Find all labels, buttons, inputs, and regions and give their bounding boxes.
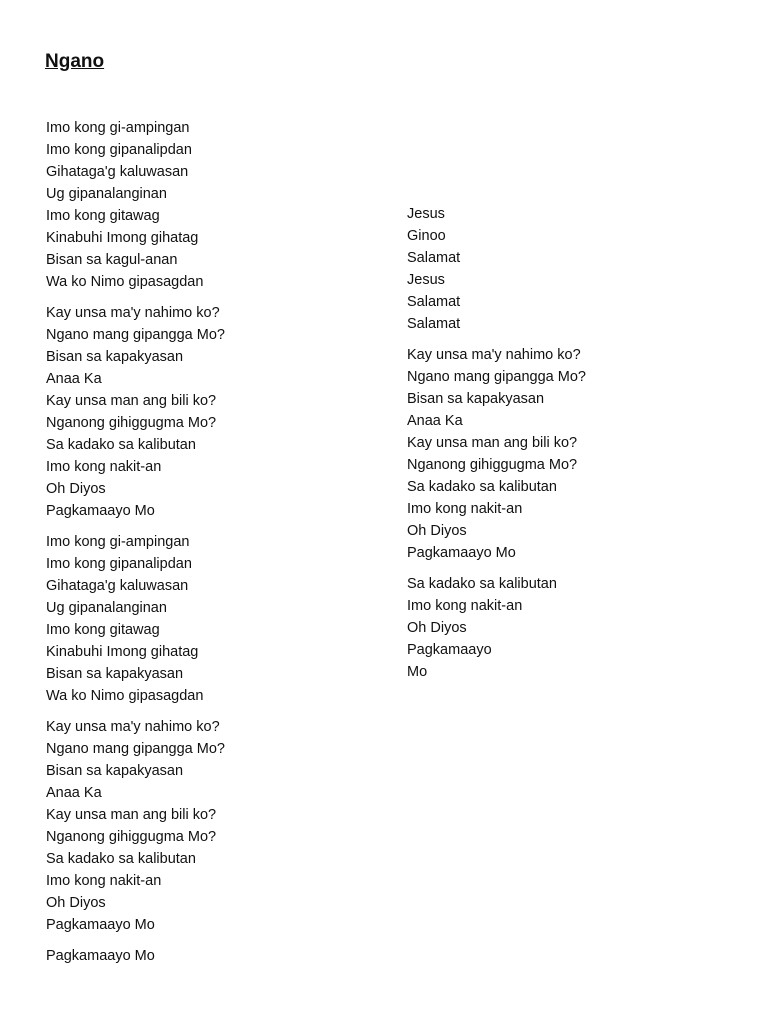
lyric-line: Bisan sa kapakyasan xyxy=(407,391,545,407)
lyric-line: Pagkamaayo Mo xyxy=(407,545,516,561)
lyrics-stanza xyxy=(46,716,376,936)
lyric-line: Imo kong gi-ampingan xyxy=(46,534,190,550)
lyric-line: Ug gipanalanginan xyxy=(46,600,167,616)
lyric-line: Imo kong nakit-an xyxy=(46,873,162,889)
lyric-line: Bisan sa kapakyasan xyxy=(46,349,184,365)
lyric-line: Imo kong gipanalipdan xyxy=(46,142,192,158)
lyric-line: Ngano mang gipangga Mo? xyxy=(46,741,225,757)
lyric-line: Anaa Ka xyxy=(46,785,102,801)
lyric-line: Imo kong gi-ampingan xyxy=(46,120,190,136)
lyrics-stanza xyxy=(46,945,376,967)
lyrics-column-right xyxy=(407,203,737,692)
lyric-line: Jesus xyxy=(407,272,445,288)
lyric-line: Jesus xyxy=(407,206,445,222)
lyric-line: Kay unsa ma'y nahimo ko? xyxy=(46,719,220,735)
lyric-line: Salamat xyxy=(407,316,461,332)
lyric-line: Gihataga'g kaluwasan xyxy=(46,578,189,594)
lyric-line: Imo kong gipanalipdan xyxy=(46,556,192,572)
lyric-line: Kay unsa ma'y nahimo ko? xyxy=(46,305,220,321)
lyric-line: Kinabuhi Imong gihatag xyxy=(46,230,199,246)
lyric-line: Pagkamaayo Mo xyxy=(46,948,155,964)
lyric-line: Anaa Ka xyxy=(407,413,463,429)
lyrics-stanza xyxy=(46,117,376,293)
lyric-line: Pagkamaayo Mo xyxy=(46,503,155,519)
lyric-line: Bisan sa kapakyasan xyxy=(46,666,184,682)
lyrics-stanza xyxy=(46,302,376,522)
lyrics-stanza xyxy=(407,573,737,683)
lyric-line: Pagkamaayo xyxy=(407,642,492,658)
lyric-line: Oh Diyos xyxy=(407,620,467,636)
lyric-line: Bisan sa kagul-anan xyxy=(46,252,178,268)
lyric-line: Ngano mang gipangga Mo? xyxy=(407,369,586,385)
lyric-line: Sa kadako sa kalibutan xyxy=(407,479,557,495)
lyric-line: Imo kong nakit-an xyxy=(407,598,523,614)
lyric-line: Salamat xyxy=(407,250,461,266)
lyric-line: Gihataga'g kaluwasan xyxy=(46,164,189,180)
lyric-line: Nganong gihiggugma Mo? xyxy=(46,415,217,431)
lyric-line: Imo kong nakit-an xyxy=(46,459,162,475)
lyric-line: Oh Diyos xyxy=(46,481,106,497)
lyric-line: Imo kong gitawag xyxy=(46,208,160,224)
lyric-line: Anaa Ka xyxy=(46,371,102,387)
lyric-line: Nganong gihiggugma Mo? xyxy=(46,829,217,845)
lyric-line: Kay unsa man ang bili ko? xyxy=(46,807,217,823)
lyric-line: Kay unsa ma'y nahimo ko? xyxy=(407,347,581,363)
lyric-line: Kay unsa man ang bili ko? xyxy=(407,435,578,451)
lyric-line: Nganong gihiggugma Mo? xyxy=(407,457,578,473)
lyric-line: Bisan sa kapakyasan xyxy=(46,763,184,779)
lyric-line: Mo xyxy=(407,664,428,680)
lyric-line: Salamat xyxy=(407,294,461,310)
lyrics-column-left xyxy=(46,117,376,976)
lyric-line: Kinabuhi Imong gihatag xyxy=(46,644,199,660)
lyrics-stanza xyxy=(46,531,376,707)
lyric-line: Sa kadako sa kalibutan xyxy=(46,851,196,867)
lyric-line: Sa kadako sa kalibutan xyxy=(407,576,557,592)
lyric-line: Kay unsa man ang bili ko? xyxy=(46,393,217,409)
lyric-line: Imo kong nakit-an xyxy=(407,501,523,517)
song-title: Ngano xyxy=(45,51,105,72)
lyric-line: Ngano mang gipangga Mo? xyxy=(46,327,225,343)
lyric-line: Ug gipanalanginan xyxy=(46,186,167,202)
lyric-line: Oh Diyos xyxy=(46,895,106,911)
lyric-line: Wa ko Nimo gipasagdan xyxy=(46,274,204,290)
lyric-line: Ginoo xyxy=(407,228,446,244)
lyric-line: Imo kong gitawag xyxy=(46,622,160,638)
lyrics-stanza xyxy=(407,344,737,564)
lyric-line: Pagkamaayo Mo xyxy=(46,917,155,933)
lyric-line: Oh Diyos xyxy=(407,523,467,539)
lyric-line: Sa kadako sa kalibutan xyxy=(46,437,196,453)
lyric-line: Wa ko Nimo gipasagdan xyxy=(46,688,204,704)
lyrics-stanza xyxy=(407,203,737,335)
